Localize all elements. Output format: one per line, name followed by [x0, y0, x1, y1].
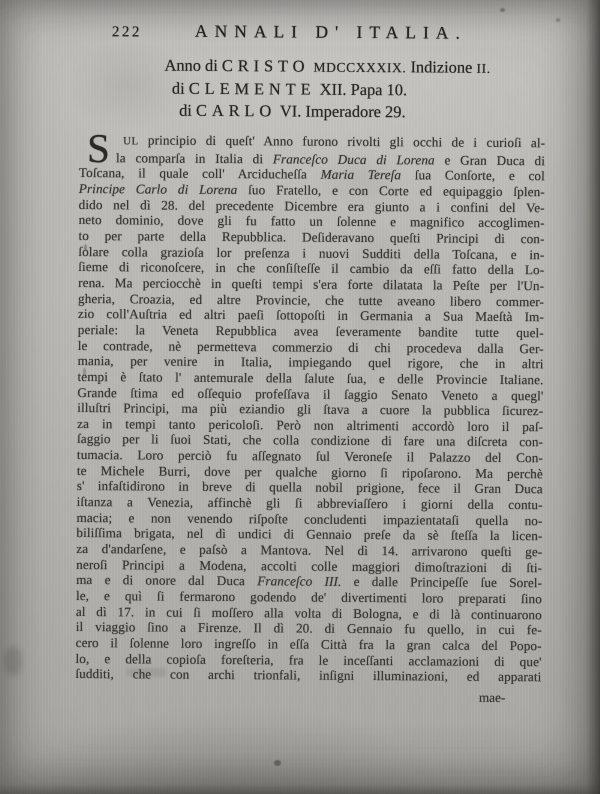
- text-segment: za d'andarſene, e paſsò a Mantova. Nel dì 14. arrivarono queſti ge-: [76, 541, 543, 560]
- text-segment: lo, e della copioſa foreſteria, fra le inceſſanti acclamazioni di que': [75, 650, 542, 669]
- text-segment: principio di queſt' Anno furono rivolti gli occhi de i curioſi al-: [138, 132, 546, 151]
- paper-speckle: [500, 8, 505, 12]
- text-segment: s' infaſtidirono in breve di quella nobil prigione, fece il Gran Duca: [76, 478, 543, 497]
- italic-segment: Franceſco Duca di Lorena: [272, 151, 435, 168]
- smallcaps-segment: MDCCXXXIX.: [309, 59, 411, 76]
- text-segment: ſolare colla grazioſa lor preſenza i nuovi Sudditi della Toſcana, e in-: [78, 243, 545, 262]
- body-lines: [75, 125, 546, 685]
- text-segment: VI. Imperadore 29.: [276, 101, 406, 122]
- paper-speckle: [556, 18, 560, 22]
- text-segment: e Gran Duca di: [434, 152, 546, 168]
- italic-segment: Maria Tereſa: [320, 166, 402, 183]
- text-segment: la comparſa in Italia di: [115, 149, 273, 167]
- running-head: [80, 20, 546, 53]
- italic-segment: Franceſco III.: [257, 573, 342, 590]
- text-segment: Toſcana, il quale coll' Arciducheſſa: [78, 165, 321, 182]
- paper-speckle: [274, 760, 281, 766]
- paper-speckle: [83, 368, 86, 376]
- text-segment: ſua Conſorte, e col: [401, 167, 545, 184]
- smallcaps-segment: II.: [476, 60, 491, 76]
- text-segment: iſtanza a Venezia, affinchè gli ſi abbreviaſſero i giorni della contu-: [76, 494, 543, 513]
- text-segment: ſudditi, che con archi trionfali, inſigni illuminazioni, ed apparati: [75, 666, 542, 685]
- body-text: [75, 125, 546, 706]
- text-segment: e dalle Principeſſe ſue Sorel-: [341, 574, 543, 591]
- spaced-caps-segment: CRISTO: [221, 55, 310, 76]
- paper-stain: [4, 646, 22, 676]
- text-segment: cero il ſolenne loro ingreſſo in eſſa Città fra la gran calca del Popo-: [75, 634, 542, 654]
- text-segment: di: [179, 100, 197, 120]
- text-segment: ſieme di riconoſcere, in che conſiſteſſe il cambio da eſſi fatto della Lo-: [78, 259, 545, 278]
- text-segment: neto dominio, dove gli fu fatto un ſolenne e magnifico accoglimen-: [78, 212, 545, 231]
- text-segment: tempi è ſtato l' antemurale della ſalute ſua, e delle Provincie Italiane.: [77, 368, 544, 388]
- text-segment: Anno di: [164, 55, 223, 75]
- text-segment: periale: la Veneta Repubblica avea ſeveramente bandite tutte quel-: [77, 321, 544, 341]
- text-segment: al dì 17. in cui ſi moſſero alla volta di Bologna, e di là continuarono: [75, 603, 542, 622]
- text-segment: Indizione: [410, 57, 477, 77]
- text-segment: za in tempi tanto pericoloſi. Però non altrimenti accordò loro il paſ-: [77, 415, 544, 435]
- text-segment: Grande ſtima ed oſſequio profeſſava il ſaggio Senato Veneto a quegl': [77, 384, 544, 403]
- page-edge-shadow-right: [586, 0, 600, 794]
- text-segment: il viaggio ſino a Firenze. Il dì 20. di Gennaio fu quello, in cui fe-: [75, 619, 542, 638]
- text-segment: XII. Papa 10.: [315, 79, 408, 100]
- heading-pope-line: [79, 77, 545, 102]
- text-segment: ſaggio per li ſuoi Stati, che colla condizione di fare una diſcreta con-: [77, 431, 544, 450]
- text-segment: te Michele Burri, dove per qualche giorno ſi ripoſarono. Ma perchè: [76, 462, 543, 482]
- running-title: ANNALI D' ITALIA.: [194, 20, 467, 43]
- italic-segment: Principe Carlo di Lorena: [78, 180, 238, 198]
- spaced-caps-segment: CARLO: [195, 100, 277, 121]
- spaced-caps-segment: CLEMENTE: [188, 78, 316, 99]
- text-segment: zio coll'Auſtria ed altri paeſi ſottopoſti in Germania a Sua Maeſtà Im-: [77, 306, 544, 325]
- page-edge-shadow-bottom: [0, 784, 600, 794]
- text-segment: rena. Ma perciocchè in queſti tempi s'era forte dilatata la Peſte per l'Un-: [78, 274, 545, 294]
- catchword: mae-: [478, 689, 506, 705]
- text-segment: tumacia. Loro perciò fu aſſegnato ſul Veroneſe il Palazzo del Con-: [76, 447, 544, 466]
- page-number: 222: [111, 24, 142, 41]
- text-segment: mania, per venire in Italia, impiegando quel rigore, che in altri: [77, 353, 544, 372]
- drop-cap: S: [86, 125, 111, 172]
- text-segment: neroſi Principi a Modena, accolti colle maggiori dimoſtrazioni di ſti-: [76, 556, 543, 575]
- text-segment: le contrade, nè permetteva commerzio di chi procedeva dalla Ger-: [77, 337, 544, 356]
- text-segment: illuſtri Principi, ma più eziandio gli ſtava a cuore la pubblica ſicurez-: [77, 400, 544, 419]
- heading-emperor-line: [79, 99, 545, 124]
- text-segment: dido nel dì 28. del precedente Dicembre era giunto a i confini del Ve-: [78, 196, 545, 215]
- heading-year-line: [80, 54, 546, 80]
- smallcaps-segment: UL: [123, 135, 139, 148]
- text-segment: le, e quì ſi fermarono godendo de' divertimenti loro preparati ſino: [75, 588, 543, 607]
- text-segment: to per parte della Repubblica. Deſideravano queſti Principi di con-: [78, 227, 545, 247]
- text-segment: biliſſima brigata, nel dì undici di Gennaio preſe da sè ſteſſa la licen-: [76, 525, 543, 544]
- chapter-heading: [79, 54, 545, 124]
- text-segment: di: [171, 78, 189, 98]
- text-segment: ma e di onore dal Duca: [76, 572, 258, 589]
- text-segment: macia; e non venendo riſpoſte concludenti impazientataſi quella no-: [76, 509, 543, 528]
- paper-speckle: [84, 244, 87, 251]
- text-segment: gheria, Croazia, ed altre Provincie, che tutte aveano libero commer-: [78, 290, 545, 309]
- ink-showthrough: [126, 668, 166, 677]
- text-segment: ſuo Fratello, e con Corte ed equipaggio ſplen-: [237, 182, 545, 200]
